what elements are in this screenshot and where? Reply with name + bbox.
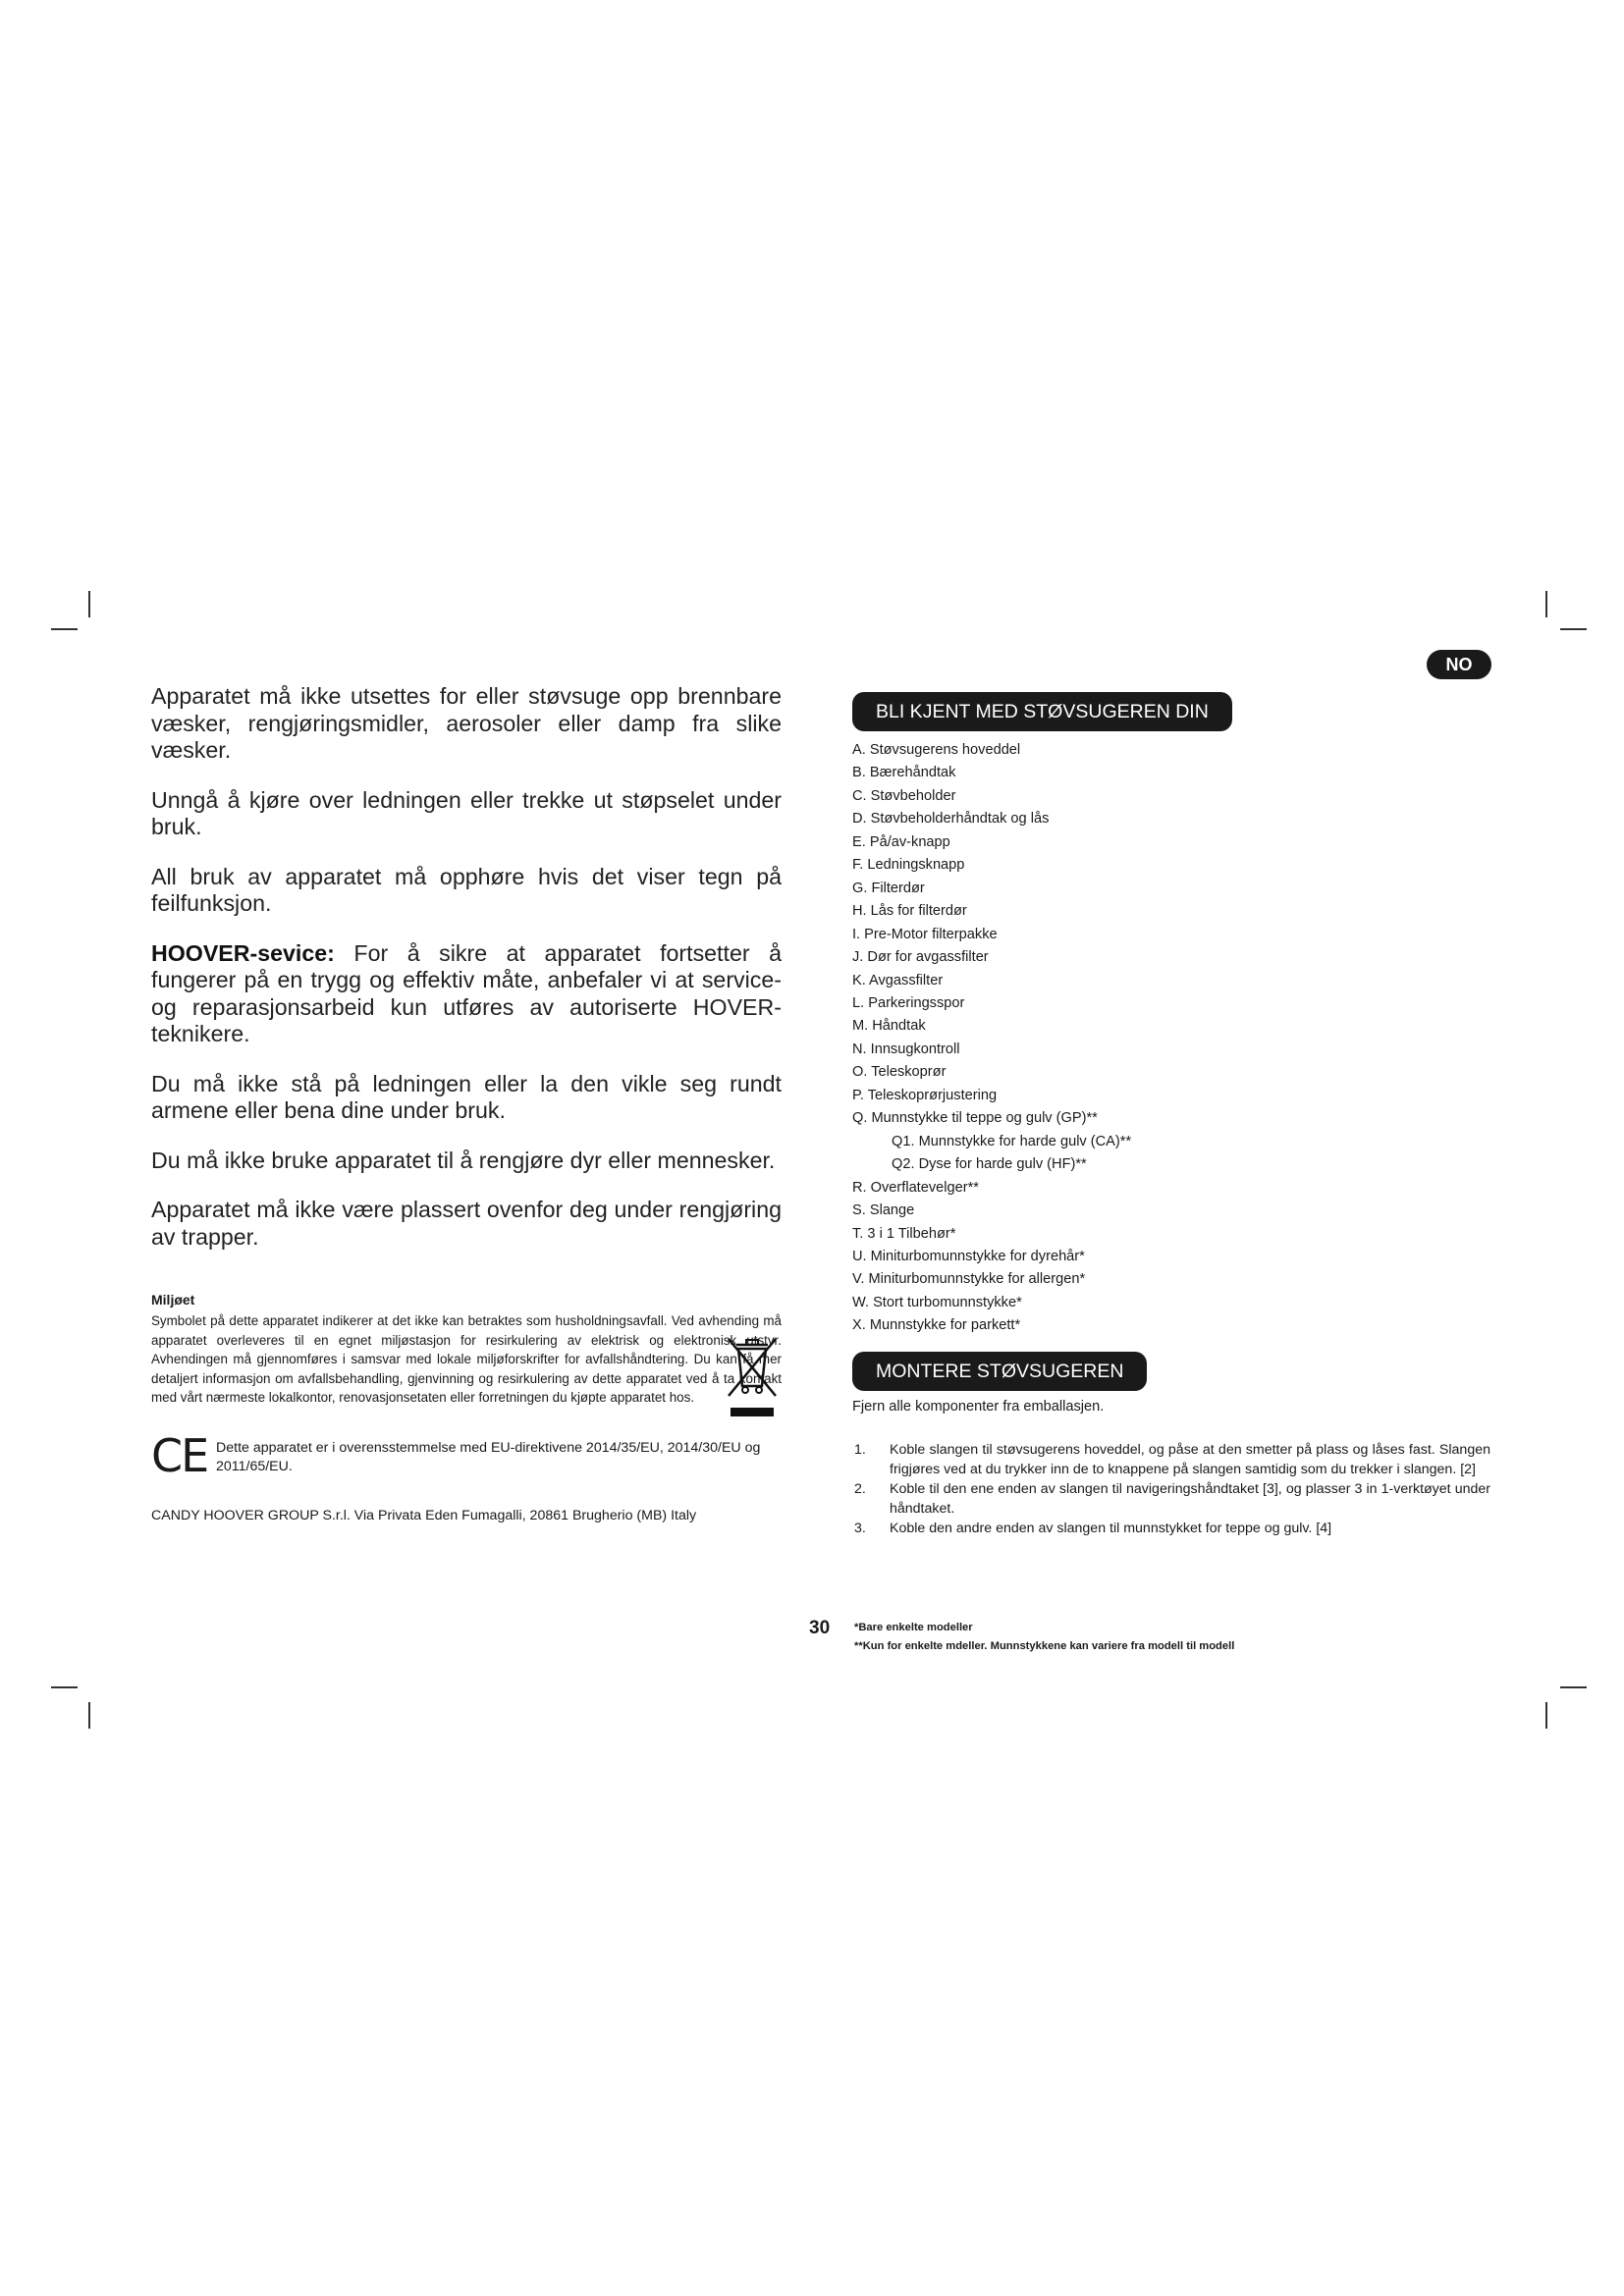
crop-mark — [1545, 591, 1547, 617]
service-label: HOOVER-sevice: — [151, 939, 335, 966]
list-item: Q1. Munnstykke for harde gulv (CA)** — [892, 1133, 1132, 1149]
list-item — [852, 1519, 1490, 1538]
parts-list — [852, 739, 1490, 1338]
list-item: T. 3 i 1 Tilbehør* — [852, 1225, 956, 1242]
crop-mark — [1560, 1686, 1587, 1688]
list-item: L. Parkeringsspor — [852, 994, 965, 1011]
list-item: A. Støvsugerens hoveddel — [852, 742, 1021, 758]
list-item: N. Innsugkontroll — [852, 1041, 960, 1057]
list-item: V. Miniturbomunnstykke for allergen* — [852, 1271, 1086, 1288]
crop-mark — [1545, 1702, 1547, 1729]
section-heading-know-your-vacuum: BLI KJENT MED STØVSUGEREN DIN — [852, 692, 1232, 731]
section-heading-assembly: MONTERE STØVSUGEREN — [852, 1352, 1147, 1391]
service-text: For å sikre at apparatet fortsetter å fungerer på en trygg og effektiv måte, anbefaler vi at service- og reparasjonsarbeid kun utføres av autoriserte HOVER-teknikere. — [151, 939, 782, 1046]
list-item: U. Miniturbomunnstykke for dyrehår* — [852, 1248, 1085, 1264]
step-number: 1. — [854, 1441, 866, 1458]
list-item: D. Støvbeholderhåndtak og lås — [852, 811, 1050, 828]
page-number: 30 — [809, 1618, 831, 1638]
list-item: R. Overflatevelger** — [852, 1179, 979, 1196]
assembly-steps — [852, 1440, 1490, 1538]
crop-mark — [88, 1702, 90, 1729]
safety-paragraph: Unngå å kjøre over ledningen eller trekke ut støpselet under bruk. — [151, 786, 782, 839]
crop-mark — [88, 591, 90, 617]
safety-paragraph: All bruk av apparatet må opphøre hvis det viser tegn på feilfunksjon. — [151, 863, 782, 916]
step-number: 2. — [854, 1480, 866, 1497]
crop-mark — [1560, 628, 1587, 630]
company-address: CANDY HOOVER GROUP S.r.l. Via Privata Eden Fumagalli, 20861 Brugherio (MB) Italy — [151, 1507, 697, 1523]
list-item: Q2. Dyse for harde gulv (HF)** — [892, 1156, 1087, 1173]
environment-title: Miljøet — [151, 1292, 195, 1308]
list-item: H. Lås for filterdør — [852, 903, 967, 920]
safety-paragraph: Du må ikke bruke apparatet til å rengjøre dyr eller mennesker. — [151, 1147, 776, 1173]
right-column — [852, 692, 1490, 1538]
list-item: F. Ledningsknapp — [852, 857, 965, 874]
list-item: I. Pre-Motor filterpakke — [852, 926, 998, 942]
list-item: M. Håndtak — [852, 1018, 926, 1035]
list-item: P. Teleskoprørjustering — [852, 1087, 998, 1103]
list-item: K. Avgassfilter — [852, 972, 944, 988]
safety-paragraph: Apparatet må ikke utsettes for eller støvsuge opp brennbare væsker, rengjøringsmidler, aerosoler eller damp fra slike væsker. — [151, 683, 782, 763]
list-item — [852, 1479, 1490, 1519]
list-item: S. Slange — [852, 1202, 915, 1219]
list-item: O. Teleskoprør — [852, 1064, 947, 1081]
assembly-intro: Fjern alle komponenter fra emballasjen. — [852, 1398, 1105, 1415]
language-badge: NO — [1427, 650, 1491, 679]
ce-text: Dette apparatet er i overensstemmelse med EU-direktivene 2014/35/EU, 2014/30/EU og 2011/65/EU. — [216, 1439, 761, 1475]
footnotes — [854, 1619, 1234, 1656]
list-item: E. På/av-knapp — [852, 833, 950, 850]
crop-mark — [51, 628, 78, 630]
step-text: Koble slangen til støvsugerens hoveddel, og påse at den smetter på plass og låses fast. Slangen frigjøres ved at du trykker inn de to knappene på slangen samtidig som du trekker i slangen. [2] — [890, 1441, 1490, 1477]
crop-mark — [51, 1686, 78, 1688]
list-item: C. Støvbeholder — [852, 787, 956, 804]
environment-block — [151, 1311, 782, 1408]
environment-text: Symbolet på dette apparatet indikerer at det ikke kan betraktes som husholdningsavfall. Ved avhending må apparatet overleveres til en egnet miljøstasjon for resirkulering av elektrisk og elektronisk utstyr. Avhendingen må gjennomføres i samsvar med lokale miljøforskrifter for avfallshåndtering. Du kan få mer detaljert informasjon om avfallsbehandling, gjenvinning og resirkulering av dette apparatet ved å ta kontakt med vårt nærmeste lokalkontor, renovasjonsetaten eller forretningen du kjøpte apparatet hos. — [151, 1313, 782, 1406]
ce-mark-icon: CE — [151, 1428, 208, 1482]
footnote: **Kun for enkelte mdeller. Munnstykkene kan variere fra modell til modell — [854, 1640, 1235, 1652]
list-item: J. Dør for avgassfilter — [852, 949, 989, 966]
footnote: *Bare enkelte modeller — [854, 1622, 973, 1633]
list-item — [852, 1440, 1490, 1479]
list-item: B. Bærehåndtak — [852, 765, 956, 781]
list-item: W. Stort turbomunnstykke* — [852, 1294, 1022, 1310]
safety-paragraph: Apparatet må ikke være plassert ovenfor deg under rengjøring av trapper. — [151, 1197, 782, 1250]
left-column — [151, 683, 782, 1523]
safety-paragraph: Du må ikke stå på ledningen eller la den vikle seg rundt armene eller bena dine under bruk. — [151, 1070, 782, 1123]
list-item: G. Filterdør — [852, 880, 925, 896]
step-text: Koble den andre enden av slangen til munnstykket for teppe og gulv. [4] — [890, 1520, 1332, 1536]
ce-block — [151, 1428, 782, 1482]
list-item: Q. Munnstykke til teppe og gulv (GP)** — [852, 1110, 1098, 1127]
list-item: X. Munnstykke for parkett* — [852, 1317, 1021, 1334]
weee-bin-icon — [727, 1337, 778, 1421]
service-paragraph — [151, 940, 782, 1048]
step-text: Koble til den ene enden av slangen til navigeringshåndtaket [3], og plasser 3 in 1-verktøyet under håndtaket. — [890, 1480, 1490, 1517]
step-number: 3. — [854, 1520, 866, 1536]
